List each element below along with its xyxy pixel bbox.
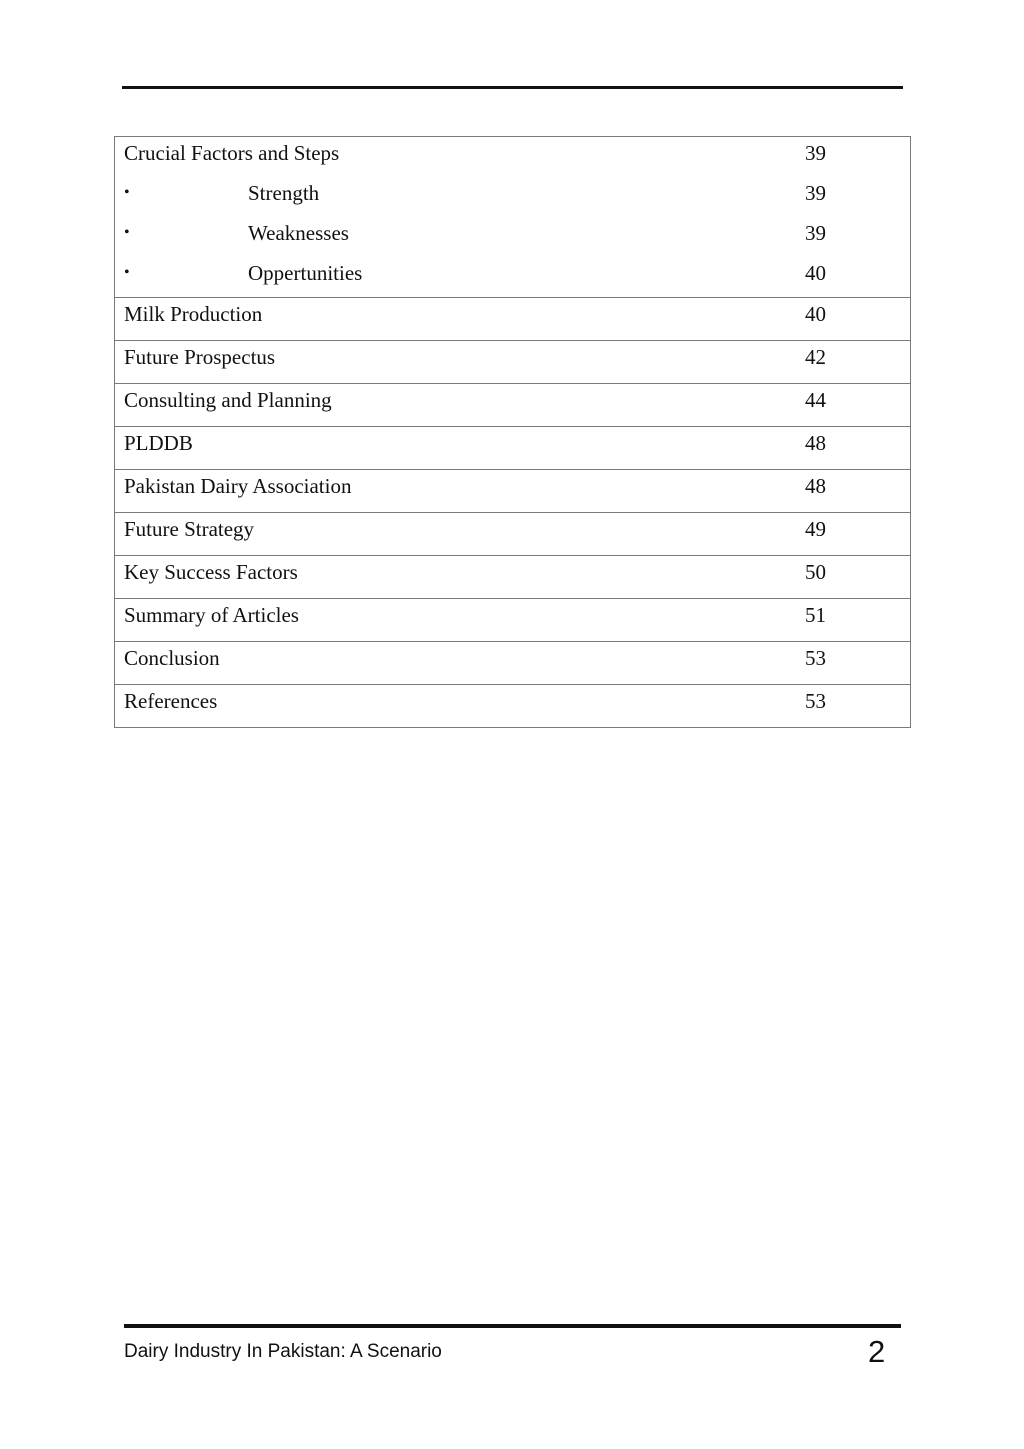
toc-subentry bbox=[115, 177, 910, 217]
toc-entry-title: Conclusion bbox=[124, 646, 220, 670]
toc-entry bbox=[115, 513, 910, 555]
toc-entry-title: References bbox=[124, 689, 218, 713]
toc-group-crucial-factors bbox=[115, 137, 910, 298]
toc-row bbox=[115, 642, 910, 685]
toc-entry bbox=[115, 427, 910, 469]
toc-entry bbox=[115, 599, 910, 641]
toc-entry-page: 53 bbox=[805, 646, 826, 670]
toc-entry-page: 42 bbox=[805, 345, 826, 369]
footer-page-number: 2 bbox=[868, 1334, 886, 1369]
toc-entry bbox=[115, 341, 910, 383]
toc-entry-page: 51 bbox=[805, 603, 826, 627]
toc-entry-title: Future Strategy bbox=[124, 517, 255, 541]
toc-entry-title: Milk Production bbox=[124, 302, 263, 326]
bullet-icon: • bbox=[124, 224, 130, 241]
toc-row bbox=[115, 513, 910, 556]
toc-entry-page: 44 bbox=[805, 388, 826, 412]
toc-entry-page: 53 bbox=[805, 689, 826, 713]
toc-row bbox=[115, 599, 910, 642]
toc-subentry-title: Oppertunities bbox=[248, 261, 363, 285]
header-rule bbox=[122, 86, 903, 89]
toc-row bbox=[115, 427, 910, 470]
toc-subentry-page: 40 bbox=[805, 261, 826, 285]
toc-entry-page: 50 bbox=[805, 560, 826, 584]
toc-subentry-title: Weaknesses bbox=[248, 221, 349, 245]
toc-entry-page: 39 bbox=[805, 141, 826, 165]
toc-row bbox=[115, 341, 910, 384]
toc-row bbox=[115, 470, 910, 513]
toc-entry bbox=[115, 137, 910, 177]
toc-entry bbox=[115, 470, 910, 512]
toc-entry-title: Consulting and Planning bbox=[124, 388, 332, 412]
toc-row bbox=[115, 384, 910, 427]
toc-entry-page: 48 bbox=[805, 431, 826, 455]
toc-subentry bbox=[115, 257, 910, 297]
toc-entry-page: 49 bbox=[805, 517, 826, 541]
bullet-icon: • bbox=[124, 264, 130, 281]
toc-entry-title: Future Prospectus bbox=[124, 345, 276, 369]
toc-entry-page: 40 bbox=[805, 302, 826, 326]
toc-row bbox=[115, 298, 910, 341]
footer-rule bbox=[124, 1324, 901, 1328]
toc-entry-title: PLDDB bbox=[124, 431, 193, 455]
toc-entry bbox=[115, 556, 910, 598]
toc-entry-page: 48 bbox=[805, 474, 826, 498]
toc-entry bbox=[115, 384, 910, 426]
toc-entry bbox=[115, 685, 910, 727]
toc-entry-title: Crucial Factors and Steps bbox=[124, 141, 340, 165]
toc-subentry bbox=[115, 217, 910, 257]
toc-entry bbox=[115, 642, 910, 684]
toc-entry-title: Key Success Factors bbox=[124, 560, 298, 584]
footer-document-title: Dairy Industry In Pakistan: A Scenario bbox=[124, 1341, 442, 1362]
toc-entry-title: Pakistan Dairy Association bbox=[124, 474, 352, 498]
toc-row bbox=[115, 685, 910, 727]
toc-subentry-title: Strength bbox=[248, 181, 320, 205]
bullet-icon: • bbox=[124, 184, 130, 201]
table-of-contents bbox=[114, 136, 911, 728]
toc-row bbox=[115, 556, 910, 599]
toc-entry bbox=[115, 298, 910, 340]
toc-subentry-page: 39 bbox=[805, 181, 826, 205]
toc-entry-title: Summary of Articles bbox=[124, 603, 299, 627]
toc-subentry-page: 39 bbox=[805, 221, 826, 245]
